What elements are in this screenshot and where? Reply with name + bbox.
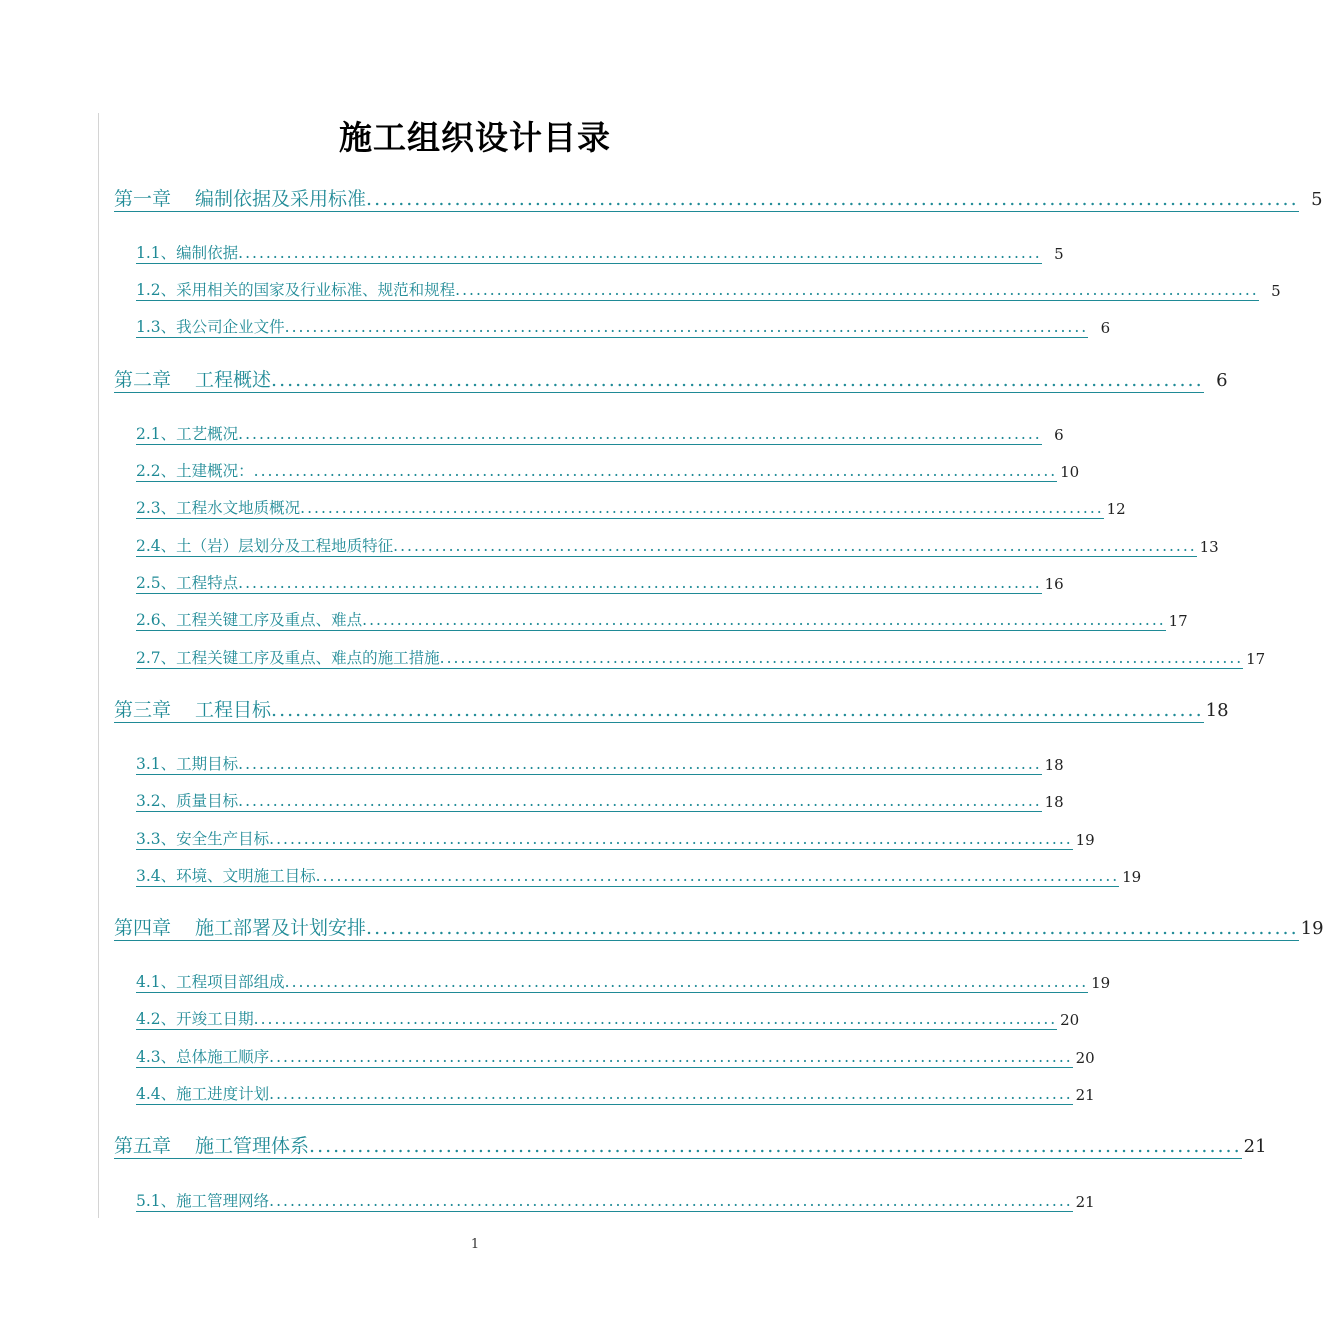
toc-page-number: 19 — [1075, 831, 1095, 849]
toc-leader-dots: .................................................................................................................... — [439, 649, 1244, 667]
toc-leader-dots: .................................................................................................................... — [269, 1048, 1073, 1066]
toc-entry-label — [136, 1009, 254, 1030]
toc-leader-dots: .................................................................................................................... — [269, 1192, 1073, 1210]
toc-leader-dots: .................................................................................................................... — [309, 1135, 1242, 1157]
toc-leader-dots: .................................................................................................................... — [238, 755, 1042, 773]
toc-leader-dots: .................................................................................................................... — [284, 973, 1089, 991]
toc-entry-label — [136, 243, 238, 264]
toc-leader-dots: .................................................................................................................... — [300, 499, 1104, 517]
toc-section-4-4[interactable] — [136, 1081, 1095, 1105]
toc-entry-label — [136, 829, 269, 850]
toc-page-number: 6 — [1216, 370, 1228, 391]
document-title: 施工组织设计目录 — [339, 118, 611, 157]
toc-chapter-4[interactable] — [114, 913, 1324, 941]
toc-entry-text: 施工部署及计划安排 — [195, 917, 367, 939]
toc-entry-text: 总体施工顺序 — [176, 1048, 270, 1066]
toc-entry-text: 施工管理网络 — [176, 1192, 270, 1210]
toc-entry-number: 第五章 — [114, 1135, 172, 1157]
toc-section-1-3[interactable] — [136, 314, 1111, 338]
toc-page-number: 20 — [1075, 1049, 1095, 1067]
toc-leader-dots: .................................................................................................................... — [253, 462, 1058, 480]
toc-section-2-5[interactable] — [136, 570, 1064, 594]
toc-entry-label — [136, 972, 285, 993]
toc-page-number: 5 — [1271, 282, 1281, 300]
toc-leader-dots: .................................................................................................................... — [366, 917, 1299, 939]
toc-entry-text: 施工进度计划 — [176, 1085, 270, 1103]
toc-entry-number: 1.3、 — [136, 318, 177, 336]
toc-chapter-5[interactable] — [114, 1131, 1267, 1159]
toc-entry-number: 4.3、 — [136, 1048, 177, 1066]
toc-entry-label — [136, 791, 238, 812]
toc-entry-text: 环境、文明施工目标 — [176, 867, 316, 885]
toc-page-number: 10 — [1060, 463, 1080, 481]
toc-entry-number: 2.7、 — [136, 649, 177, 667]
toc-entry-number: 3.2、 — [136, 792, 177, 810]
toc-section-3-4[interactable] — [136, 863, 1142, 887]
toc-page-number: 19 — [1300, 918, 1324, 939]
toc-section-3-3[interactable] — [136, 826, 1095, 850]
toc-page-number: 21 — [1075, 1086, 1095, 1104]
toc-entry-text: 安全生产目标 — [176, 830, 270, 848]
toc-entry-number: 第四章 — [114, 917, 172, 939]
toc-entry-label — [136, 498, 300, 519]
toc-leader-dots: .................................................................................................................... — [366, 188, 1299, 210]
toc-entry-text: 编制依据及采用标准 — [195, 188, 367, 210]
toc-entry-label — [136, 610, 362, 631]
toc-entry-number: 2.3、 — [136, 499, 177, 517]
toc-section-2-1[interactable] — [136, 421, 1064, 445]
toc-entry-number: 4.4、 — [136, 1085, 177, 1103]
toc-entry-text: 工程概述 — [195, 369, 272, 391]
toc-entry-label — [136, 280, 455, 301]
toc-entry-text: 施工管理体系 — [195, 1135, 310, 1157]
toc-leader-dots: .................................................................................................................... — [271, 369, 1204, 391]
toc-entry-number: 3.4、 — [136, 867, 177, 885]
toc-section-4-3[interactable] — [136, 1044, 1095, 1068]
footer-page-number: 1 — [470, 1237, 480, 1252]
toc-entry-number: 5.1、 — [136, 1192, 177, 1210]
toc-section-1-2[interactable] — [136, 277, 1281, 301]
toc-leader-dots: .................................................................................................................... — [393, 537, 1197, 555]
toc-entry-text: 编制依据 — [176, 244, 239, 262]
toc-entry-number: 3.3、 — [136, 830, 177, 848]
toc-section-2-4[interactable] — [136, 533, 1219, 557]
toc-entry-text: 土建概况： — [176, 462, 254, 480]
toc-entry-text: 采用相关的国家及行业标准、规范和规程 — [176, 281, 456, 299]
toc-page-number: 19 — [1122, 868, 1142, 886]
toc-entry-text: 工程关键工序及重点、难点的施工措施 — [176, 649, 440, 667]
toc-leader-dots: .................................................................................................................... — [284, 318, 1089, 336]
toc-entry-label — [114, 368, 271, 393]
toc-entry-number: 1.2、 — [136, 281, 177, 299]
toc-page-number: 20 — [1060, 1011, 1080, 1029]
toc-page-number: 17 — [1168, 612, 1188, 630]
toc-leader-dots: .................................................................................................................... — [238, 244, 1042, 262]
toc-leader-dots: .................................................................................................................... — [269, 830, 1073, 848]
toc-leader-dots: .................................................................................................................... — [362, 611, 1166, 629]
toc-page-number: 6 — [1100, 319, 1111, 337]
toc-entry-text: 工程项目部组成 — [176, 973, 285, 991]
toc-section-2-3[interactable] — [136, 495, 1126, 519]
toc-entry-number: 第三章 — [114, 699, 172, 721]
toc-page-number: 18 — [1044, 756, 1064, 774]
toc-section-1-1[interactable] — [136, 240, 1064, 264]
toc-entry-text: 质量目标 — [176, 792, 239, 810]
toc-entry-number: 4.2、 — [136, 1010, 177, 1028]
toc-entry-number: 4.1、 — [136, 973, 177, 991]
toc-section-3-2[interactable] — [136, 788, 1064, 812]
toc-entry-number: 2.4、 — [136, 537, 177, 555]
toc-entry-number: 2.1、 — [136, 425, 177, 443]
toc-entry-text: 工程目标 — [195, 699, 272, 721]
toc-page-number: 5 — [1311, 189, 1323, 210]
toc-entry-label — [136, 317, 285, 338]
toc-leader-dots: .................................................................................................................... — [271, 699, 1204, 721]
toc-page-number: 16 — [1044, 575, 1064, 593]
toc-entry-label — [136, 536, 393, 557]
toc-entry-number: 1.1、 — [136, 244, 177, 262]
toc-entry-text: 工程关键工序及重点、难点 — [176, 611, 363, 629]
toc-page-number: 12 — [1106, 500, 1126, 518]
toc-page-number: 6 — [1054, 426, 1064, 444]
toc-section-3-1[interactable] — [136, 751, 1064, 775]
toc-leader-dots: .................................................................................................................... — [238, 574, 1042, 592]
toc-chapter-3[interactable] — [114, 695, 1229, 723]
toc-entry-number: 2.6、 — [136, 611, 177, 629]
toc-page-number: 18 — [1044, 793, 1064, 811]
toc-section-4-2[interactable] — [136, 1006, 1080, 1030]
toc-entry-label — [136, 424, 238, 445]
toc-entry-text: 工程水文地质概况 — [176, 499, 301, 517]
toc-leader-dots: .................................................................................................................... — [238, 792, 1042, 810]
toc-section-2-7[interactable] — [136, 645, 1266, 669]
toc-page-number: 19 — [1091, 974, 1111, 992]
toc-entry-label — [114, 187, 366, 212]
toc-entry-label — [114, 698, 271, 723]
toc-entry-label — [136, 754, 238, 775]
toc-section-2-6[interactable] — [136, 607, 1188, 631]
toc-entry-number: 2.5、 — [136, 574, 177, 592]
toc-leader-dots: .................................................................................................................... — [253, 1010, 1058, 1028]
toc-page-number: 18 — [1205, 700, 1229, 721]
toc-leader-dots: .................................................................................................................... — [269, 1085, 1073, 1103]
toc-leader-dots: .................................................................................................................... — [455, 281, 1259, 299]
toc-entry-label — [136, 1084, 269, 1105]
toc-entry-text: 开竣工日期 — [176, 1010, 254, 1028]
toc-entry-number: 2.2、 — [136, 462, 177, 480]
toc-leader-dots: .................................................................................................................... — [238, 425, 1042, 443]
toc-page-number: 21 — [1243, 1136, 1267, 1157]
toc-entry-number: 3.1、 — [136, 755, 177, 773]
toc-entry-text: 土（岩）层划分及工程地质特征 — [176, 537, 394, 555]
toc-entry-number: 第二章 — [114, 369, 172, 391]
toc-entry-text: 我公司企业文件 — [176, 318, 285, 336]
toc-entry-text: 工期目标 — [176, 755, 239, 773]
toc-entry-label — [114, 1134, 309, 1159]
toc-page-number: 17 — [1246, 650, 1266, 668]
toc-section-4-1[interactable] — [136, 969, 1111, 993]
toc-entry-label — [114, 916, 366, 941]
toc-page-number: 13 — [1199, 538, 1219, 556]
toc-entry-label — [136, 866, 316, 887]
toc-page-number: 21 — [1075, 1193, 1095, 1211]
toc-entry-label — [136, 648, 440, 669]
toc-entry-number: 第一章 — [114, 188, 172, 210]
toc-section-2-2[interactable] — [136, 458, 1080, 482]
toc-entry-label — [136, 573, 238, 594]
toc-entry-label — [136, 461, 254, 482]
toc-entry-label — [136, 1047, 269, 1068]
toc-chapter-1[interactable] — [114, 184, 1323, 212]
toc-entry-label — [136, 1191, 269, 1212]
toc-section-5-1[interactable] — [136, 1188, 1095, 1212]
toc-entry-text: 工程特点 — [176, 574, 239, 592]
toc-entry-text: 工艺概况 — [176, 425, 239, 443]
toc-page-number: 5 — [1054, 245, 1064, 263]
toc-leader-dots: .................................................................................................................... — [315, 867, 1120, 885]
toc-chapter-2[interactable] — [114, 365, 1228, 393]
